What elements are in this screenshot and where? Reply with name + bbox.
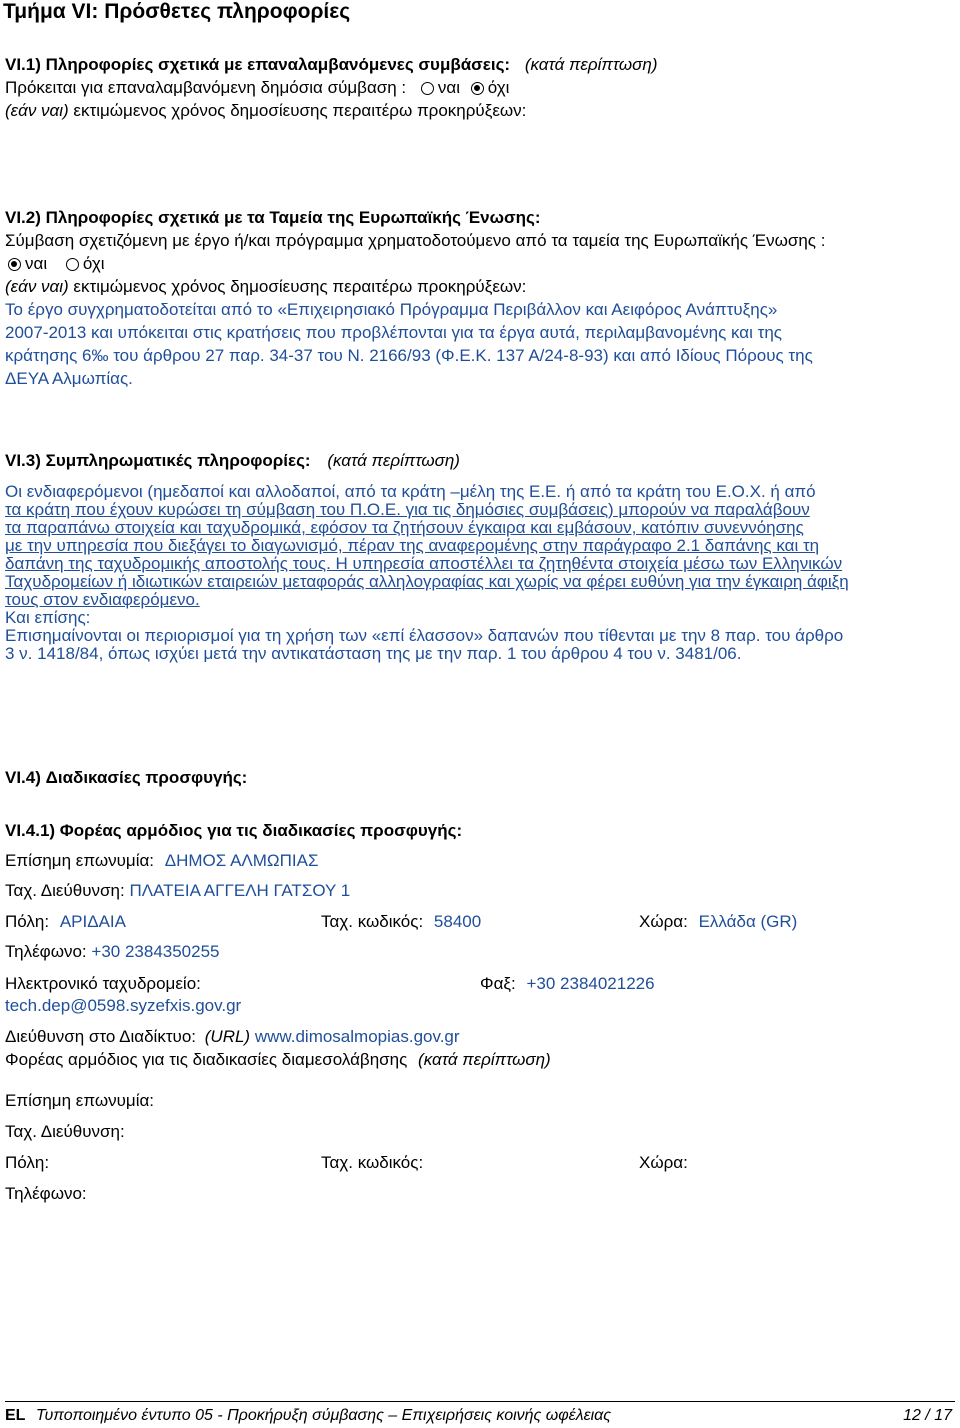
city-line xyxy=(5,912,126,932)
phone-value: +30 2384350255 xyxy=(91,942,220,961)
vi2-no-label: όχι xyxy=(82,254,105,273)
vi3-line-8: Και επίσης: xyxy=(5,608,91,627)
footer-lang: EL xyxy=(5,1407,26,1424)
email-label: Ηλεκτρονικό ταχυδρομείο: xyxy=(5,974,201,993)
vi3-line-1: Οι ενδιαφερόμενοι (ημεδαποί και αλλοδαποί, από τα κράτη –μέλη της Ε.Ε. ή από τα κράτη του Ε.Ο.Χ. ή από xyxy=(5,482,816,501)
m-official-name-label: Επίσημη επωνυμία: xyxy=(5,1091,155,1110)
vi2-text-line-3: κράτησης 6‰ του άρθρου 27 παρ. 34-37 του Ν. 2166/93 (Φ.Ε.Κ. 137 Α/24-8-93) και από Ιδίους Πόρους της xyxy=(5,346,813,365)
vi1-timing-line xyxy=(5,101,526,121)
vi4-heading: VI.4) Διαδικασίες προσφυγής: xyxy=(5,768,248,787)
vi3-line-7: τους στον ενδιαφερόμενο. xyxy=(5,590,200,609)
m-city-label: Πόλη: xyxy=(5,1153,50,1172)
mediation-note: (κατά περίπτωση) xyxy=(418,1050,551,1069)
vi2-heading: VI.2) Πληροφορίες σχετικά με τα Ταμεία της Ευρωπαϊκής Ένωσης: xyxy=(5,208,541,227)
official-name-line xyxy=(5,851,319,871)
city-value: ΑΡΙΔΑΙΑ xyxy=(59,912,126,931)
postcode-label: Ταχ. κωδικός: xyxy=(321,912,424,931)
internet-line xyxy=(5,1027,460,1047)
phone-label: Τηλέφωνο: xyxy=(5,942,87,961)
vi2-radio-line xyxy=(2,254,105,274)
vi1-question-line xyxy=(5,78,509,98)
postcode-value: 58400 xyxy=(433,912,482,931)
internet-value[interactable]: www.dimosalmopias.gov.gr xyxy=(254,1027,460,1046)
m-country-label: Χώρα: xyxy=(639,1153,688,1172)
postcode-line xyxy=(321,912,481,932)
address-value: ΠΛΑΤΕΙΑ ΑΓΓΕΛΗ ΓΑΤΣΟΥ 1 xyxy=(129,881,351,900)
vi3-heading-note: (κατά περίπτωση) xyxy=(327,451,460,470)
vi3-heading-line xyxy=(5,451,460,471)
vi1-yes-radio[interactable] xyxy=(421,82,434,95)
fax-line xyxy=(480,974,655,994)
vi2-no-radio[interactable] xyxy=(66,258,79,271)
vi1-yes-label: ναι xyxy=(437,78,461,97)
vi3-line-6: Ταχυδρομείων ή ιδιωτικών εταιρειών μεταφοράς αλληλογραφίας και χωρίς να φέρει ευθύνη για την έγκαιρη άφιξη xyxy=(5,572,849,591)
mediation-line xyxy=(5,1050,551,1070)
phone-line xyxy=(5,942,220,962)
vi3-line-5: δαπάνη της ταχυδρομικής αποστολής τους. Η υπηρεσία αποστέλλει τα ζητηθέντα στοιχεία μέσω των Ελληνικών xyxy=(5,554,843,573)
country-value: Ελλάδα (GR) xyxy=(698,912,798,931)
vi3-line-9: Επισημαίνονται οι περιορισμοί για τη χρήση των «επί έλασσον» δαπανών που τίθενται με την 8 παρ. του άρθρο xyxy=(5,626,844,645)
m-phone-label: Τηλέφωνο: xyxy=(5,1184,87,1203)
city-label: Πόλη: xyxy=(5,912,50,931)
m-postcode-label: Ταχ. κωδικός: xyxy=(321,1153,424,1172)
address-label: Ταχ. Διεύθυνση: xyxy=(5,881,125,900)
address-line xyxy=(5,881,350,901)
footer-divider xyxy=(5,1401,955,1402)
vi1-heading-note: (κατά περίπτωση) xyxy=(524,55,658,74)
vi1-question: Πρόκειται για επαναλαμβανόμενη δημόσια σύμβαση : xyxy=(5,78,407,97)
vi1-no-label: όχι xyxy=(487,78,510,97)
vi2-timing: εκτιμώμενος χρόνος δημοσίευσης περαιτέρω προκηρύξεων: xyxy=(73,277,527,296)
vi1-timing: εκτιμώμενος χρόνος δημοσίευσης περαιτέρω προκηρύξεων: xyxy=(73,101,527,120)
vi2-yes-label: ναι xyxy=(25,254,48,273)
vi1-heading-line xyxy=(5,55,658,75)
vi41-heading: VI.4.1) Φορέας αρμόδιος για τις διαδικασίες προσφυγής: xyxy=(5,821,463,840)
country-line xyxy=(639,912,797,932)
official-name-value: ΔΗΜΟΣ ΑΛΜΩΠΙΑΣ xyxy=(164,851,319,870)
vi2-if-yes: (εάν ναι) xyxy=(5,277,69,296)
vi1-heading: VI.1) Πληροφορίες σχετικά με επαναλαμβανόμενες συμβάσεις: xyxy=(5,55,511,74)
footer-form: Τυποποιημένο έντυπο 05 - Προκήρυξη σύμβασης – Επιχειρήσεις κοινής ωφέλειας xyxy=(35,1407,612,1424)
vi3-heading: VI.3) Συμπληρωματικές πληροφορίες: xyxy=(5,451,311,470)
internet-url-label: (URL) xyxy=(204,1027,251,1046)
vi3-line-2: τα κράτη που έχουν κυρώσει τη σύμβαση του Π.Ο.Ε. για τις δημόσιες συμβάσεις) μπορούν να παραλάβουν xyxy=(5,500,810,519)
section-title: Τμήμα VI: Πρόσθετες πληροφορίες xyxy=(3,0,351,23)
fax-label: Φαξ: xyxy=(480,974,516,993)
fax-value: +30 2384021226 xyxy=(526,974,655,993)
official-name-label: Επίσημη επωνυμία: xyxy=(5,851,155,870)
vi3-line-4: με την υπηρεσία που διεξάγει το διαγωνισμό, πέραν της αναφερομένης στην παράγραφο 2.1 δαπάνης και τη xyxy=(5,536,820,555)
vi1-if-yes: (εάν ναι) xyxy=(5,101,69,120)
internet-label: Διεύθυνση στο Διαδίκτυο: xyxy=(5,1027,197,1046)
vi2-text-line-4: ΔΕΥΑ Αλμωπίας. xyxy=(5,369,133,388)
footer-page: 12 / 17 xyxy=(903,1407,952,1424)
vi3-line-3: τα παραπάνω στοιχεία και ταχυδρομικά, εφόσον τα ζητήσουν έγκαιρα και εμβάσουν, κατόπιν συνεννόησης xyxy=(5,518,804,537)
vi2-yes-radio[interactable] xyxy=(8,258,21,271)
vi2-question: Σύμβαση σχετιζόμενη με έργο ή/και πρόγραμμα χρηματοδοτούμενο από τα ταμεία της Ευρωπαϊκής Ένωσης : xyxy=(5,231,826,250)
footer-left xyxy=(5,1407,611,1425)
country-label: Χώρα: xyxy=(639,912,688,931)
vi2-text-line-2: 2007-2013 και υπόκειται στις κρατήσεις που προβλέπονται για τα έργα αυτά, περιλαμβανομένης και της xyxy=(5,323,782,342)
vi3-line-10: 3 ν. 1418/84, όπως ισχύει μετά την αντικατάσταση της με την παρ. 1 του άρθρου 4 του ν. 3481/06. xyxy=(5,644,742,663)
vi1-no-radio[interactable] xyxy=(471,82,484,95)
email-value[interactable]: tech.dep@0598.syzefxis.gov.gr xyxy=(5,996,242,1015)
vi2-timing-line xyxy=(5,277,526,297)
m-address-label: Ταχ. Διεύθυνση: xyxy=(5,1122,125,1141)
mediation-label: Φορέας αρμόδιος για τις διαδικασίες διαμεσολάβησης xyxy=(5,1050,408,1069)
vi2-text-line-1: Το έργο συγχρηματοδοτείται από το «Επιχειρησιακό Πρόγραμμα Περιβάλλον και Αειφόρος Ανάπτυξης» xyxy=(5,300,778,319)
